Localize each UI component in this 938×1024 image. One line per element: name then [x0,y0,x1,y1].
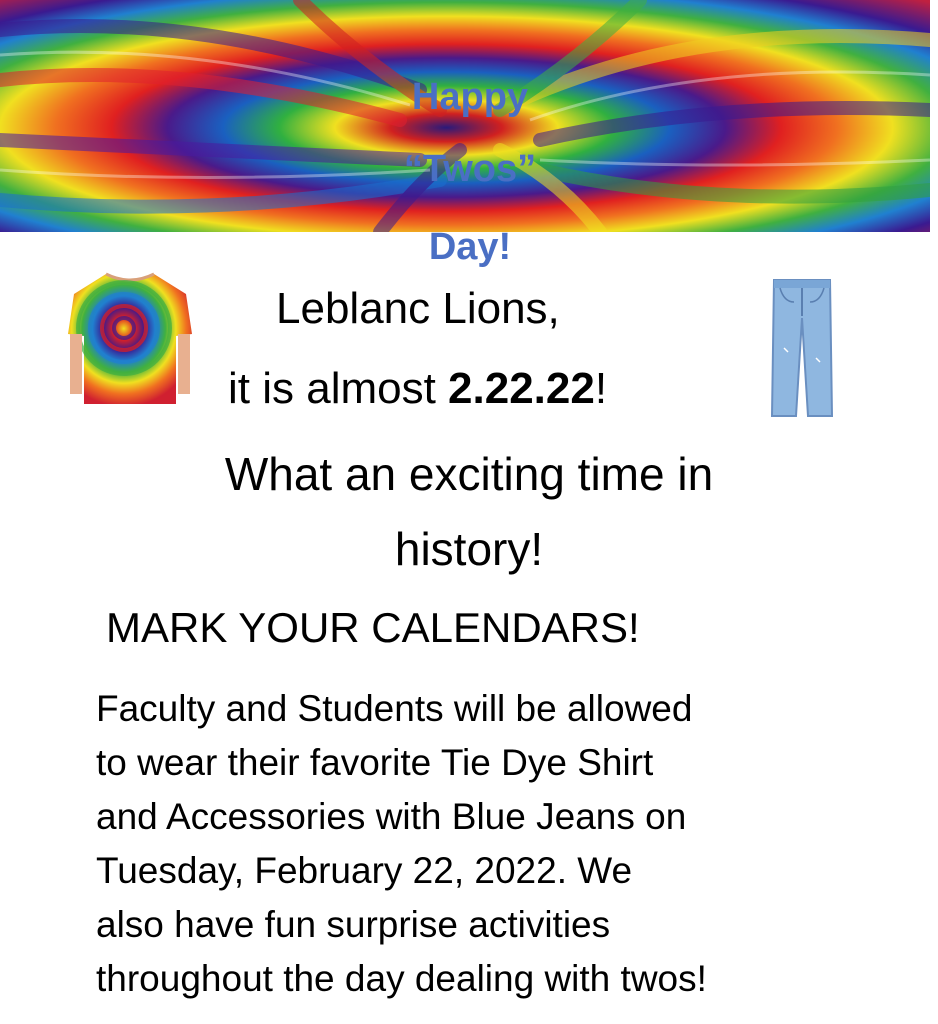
greeting-line-1: Leblanc Lions, [276,284,560,333]
greeting-date: 2.22.22 [448,364,595,413]
details-line: also have fun surprise activities [96,904,611,945]
banner-title-line-2: “Twos” [403,148,537,190]
calendar-callout: MARK YOUR CALENDARS! [106,604,640,651]
details-line: Faculty and Students will be allowed [96,688,693,729]
greeting-line-2 [228,364,607,414]
greeting-prefix: it is almost [228,364,449,413]
details-line: and Accessories with Blue Jeans on [96,796,687,837]
excitement-line-2: history! [394,523,544,575]
details-line: to wear their favorite Tie Dye Shirt [96,742,654,783]
details-line: Tuesday, February 22, 2022. We [96,850,633,891]
banner-title-line-3: Day! [428,226,512,268]
banner-title-line-1: Happy [411,76,529,118]
excitement-line-1: What an exciting time in [224,448,714,500]
tie-dye-shirt-icon [66,270,194,406]
details-paragraph [96,682,896,1006]
blue-jeans-icon [770,278,834,418]
details-line: throughout the day dealing with twos! [96,958,707,999]
greeting-suffix: ! [594,364,608,413]
